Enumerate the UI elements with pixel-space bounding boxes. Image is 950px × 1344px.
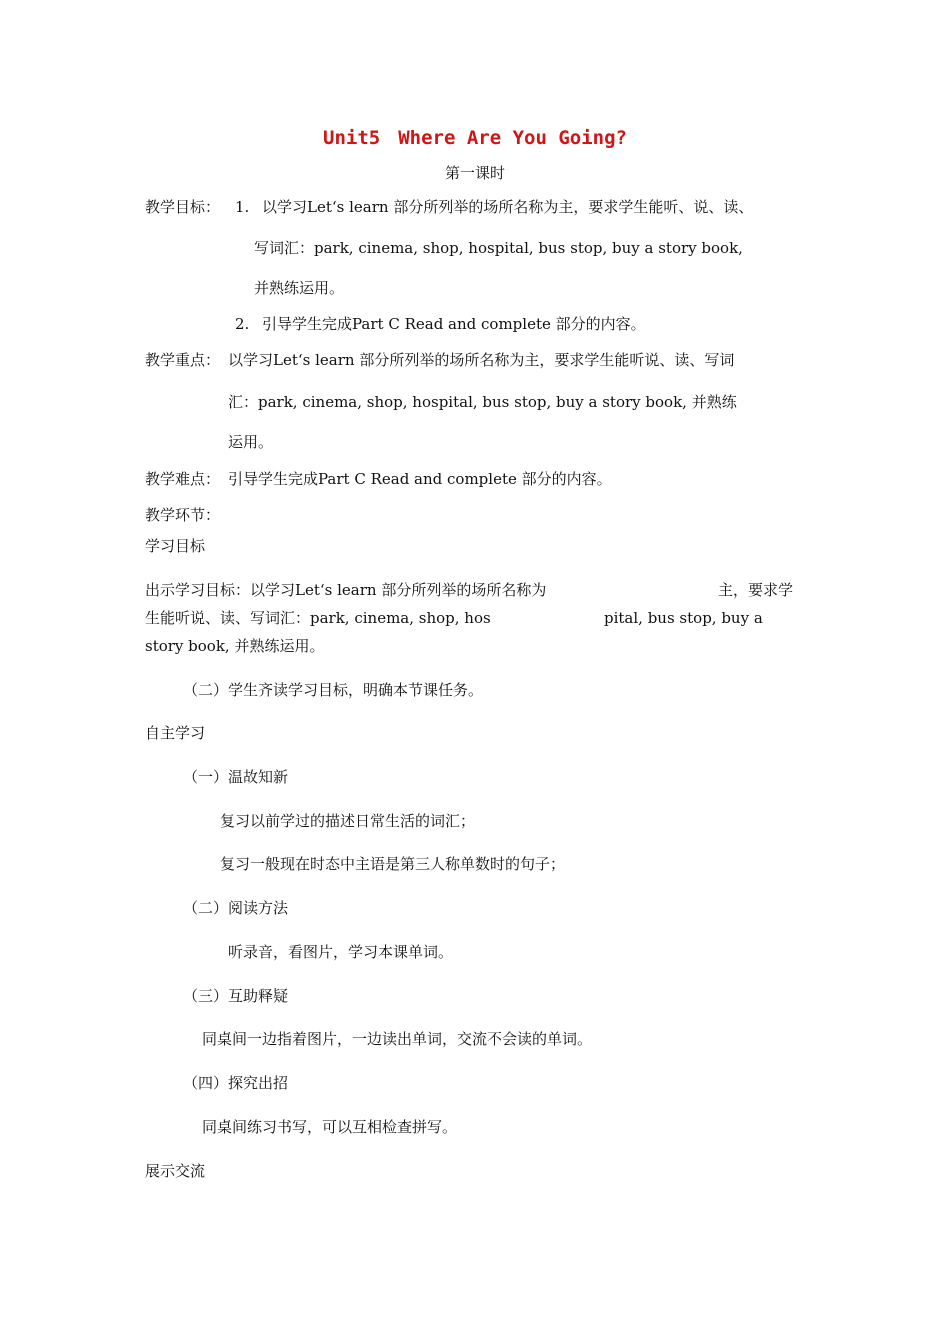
- objective-1-number: 1.: [235, 198, 250, 216]
- title-unit: Unit5: [323, 127, 381, 149]
- procedure-label: 教学环节：: [145, 506, 221, 524]
- difficulties-label: 教学难点：: [145, 470, 221, 488]
- study-goal-step-2: （二）学生齐读学习目标，明确本节课任务。: [183, 681, 484, 699]
- objective-2-number: 2.: [235, 315, 250, 333]
- self-study-section-3: （三）互助释疑: [183, 987, 289, 1005]
- study-goal-line-1b: 主，要求学: [718, 581, 794, 599]
- key-points-label: 教学重点：: [145, 351, 221, 369]
- objective-1-line-2: 写词汇：park, cinema, shop, hospital, bus stop, buy a story book,: [254, 239, 743, 257]
- self-study-section-4: （四）探究出招: [183, 1074, 289, 1092]
- objective-1-line-3: 并熟练运用。: [254, 279, 345, 297]
- self-study-section-2-item: 听录音，看图片，学习本课单词。: [228, 943, 454, 961]
- key-points-line-1: 以学习Let‘s learn 部分所列举的场所名称为主，要求学生能听说、读、写词: [228, 351, 735, 369]
- key-points-line-2: 汇：park, cinema, shop, hospital, bus stop, buy a story book, 并熟练: [228, 393, 737, 411]
- self-study-section-1-item-a: 复习以前学过的描述日常生活的词汇；: [220, 812, 476, 830]
- study-goal-line-3: story book, 并熟练运用。: [145, 637, 325, 655]
- document-subtitle: 第一课时: [444, 164, 505, 182]
- self-study-heading: 自主学习: [145, 724, 206, 742]
- show-exchange-heading: 展示交流: [145, 1162, 206, 1180]
- study-goal-line-2a: 生能听说、读、写词汇：park, cinema, shop, hos: [145, 609, 491, 627]
- objective-2-text: 引导学生完成Part C Read and complete 部分的内容。: [262, 315, 646, 333]
- title-name: Where Are You Going?: [398, 127, 627, 149]
- document-title: [0, 126, 950, 150]
- self-study-section-4-item: 同桌间练习书写，可以互相检查拼写。: [202, 1118, 458, 1136]
- study-goal-line-1a: 出示学习目标：以学习Let‘s learn 部分所列举的场所名称为: [145, 581, 547, 599]
- difficulties-text: 引导学生完成Part C Read and complete 部分的内容。: [228, 470, 612, 488]
- self-study-section-1-item-b: 复习一般现在时态中主语是第三人称单数时的句子；: [220, 855, 566, 873]
- key-points-line-3: 运用。: [228, 433, 274, 451]
- study-goal-line-2b: pital, bus stop, buy a: [604, 609, 763, 627]
- self-study-section-1: （一）温故知新: [183, 768, 289, 786]
- objective-1-line-1: 以学习Let‘s learn 部分所列举的场所名称为主，要求学生能听、说、读、: [262, 198, 754, 216]
- self-study-section-3-item: 同桌间一边指着图片，一边读出单词，交流不会读的单词。: [202, 1030, 593, 1048]
- self-study-section-2: （二）阅读方法: [183, 899, 289, 917]
- objectives-label: 教学目标：: [145, 198, 221, 216]
- study-goal-heading: 学习目标: [145, 537, 206, 555]
